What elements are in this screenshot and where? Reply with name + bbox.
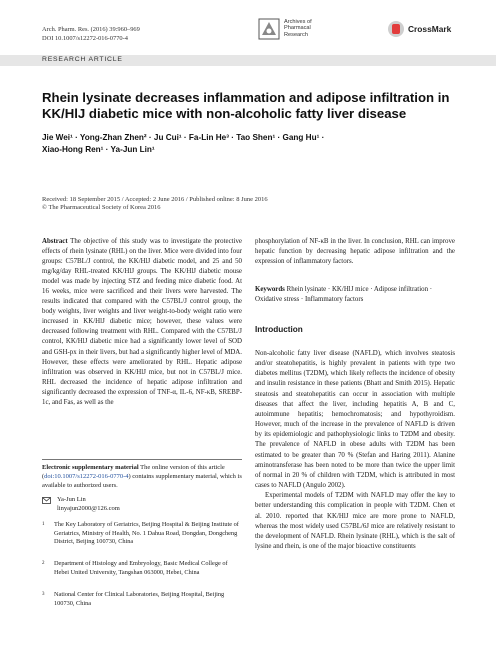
intro-paragraph-2: Experimental models of T2DM with NAFLD may offer the key to better understanding this complication in people with T2DM. Chen et al. 2010. reported that KK/HlJ mice are more prone to NAFLD, whereas the most widely used C57BL/6J mice are relatively resistant to the development of NAFLD. Rhein lysinate (RHL), which is the salt of lysine and rhein, is one of the major bioactive constituents: [255, 492, 455, 550]
affiliation-number: 1: [42, 522, 45, 527]
affiliation-text: The Key Laboratory of Geriatrics, Beijing Hospital & Beijing Institute of Geriatrics, Ministry of Health, No. 1 Dahua Road, Dongdan, Dongcheng District, Beijing 100730, China: [54, 521, 239, 546]
contact-email[interactable]: linyajun2000@126.com: [57, 504, 120, 512]
affiliation-2: [42, 560, 242, 577]
keywords-text: Rhein lysinate · KK/HlJ mice · Adipose infiltration · Oxidative stress · Inflammatory factors: [255, 286, 433, 303]
abstract-text: The objective of this study was to investigate the protective effects of rhein lysinate (RHL) on the liver. Mice were divided into four groups: C57BL/J control, the KK/HlJ diabetic model, and 25 and 50 mg/kg/day RHL-treated KK/HlJ groups. The KK/HlJ diabetic mouse model was made by injecting STZ and feeding mice diabetic food. At 16 weeks, mice were sacrificed and their livers were harvested. The results indicated that compared with the C57BL/J control group, the body weights, liver weights and liver weight-to-body weight ratio were increased in KK/HlJ diabetic mice; however, these values were decreased following treatment with RHL. Compared with the C57BL/J control, KK/HlJ diabetic mice had a significantly lower level of SOD and GSH-px in their livers, but had a significantly higher level of MDA. However, these effects were ameliorated by RHL. Hepatic adipose infiltration was observed in KK/HlJ mice, but not in C57BL/J mice. RHL decreased the incidence of hepatic adipose infiltration and significantly decreased the expression of TNF-α, IL-6, NF-κB, SREBP-1c, and Fas, as well as the: [42, 238, 242, 406]
crossmark-label: CrossMark: [408, 24, 452, 34]
affiliation-1: [42, 521, 242, 547]
publication-dates: [42, 196, 462, 212]
affiliation-number: 2: [42, 561, 45, 566]
affiliation-text: National Center for Clinical Laboratories, Beijing Hospital, Beijing 100730, China: [54, 591, 225, 607]
authors-line-1: Jie Wei¹ · Yong-Zhan Zhen² · Ju Cui¹ · Fa-Lin He³ · Tao Shen¹ · Gang Hu¹ ·: [42, 133, 325, 142]
abstract-continued: phosphorylation of NF-κB in the liver. In conclusion, RHL can improve hepatic function by decreasing hepatic adipose infiltration and the expression of inflammatory factors.: [255, 238, 455, 266]
author-list: [42, 132, 462, 156]
intro-paragraph-1: Non-alcoholic fatty liver disease (NAFLD), which involves steatosis and/or steatohepatitis, is highly prevalent in patients with type two diabetes mellitus (T2DM), which likely reflects the incidence of obesity and insulin resistance in these patients (Bhatt and Smith 2015). Hepatic steatosis and steatohepatitis can occur in association with multiple diseases that affect the liver, including hepatitis A, B and C, autoimmune hepatitis; hemochromatosis; and hypothyroidism. However, much of the increase in the prevalence of NAFLD is driven by its epidemiologic and pathophysiologic links to T2DM and obesity. The prevalence of NAFLD in obese adults with T2DM has been estimated to be greater than 70 % (Stefan and Haring 2011). Alanine aminotransferase has been noted to be more than twice the upper limit of normal in 20 % of children with T2DM, which is attributed in most cases to NAFLD (Angulo 2002).: [255, 350, 455, 490]
archives-logo-icon: [258, 18, 280, 40]
crossmark-icon: [388, 21, 404, 37]
esm-text-a: The online version of this article (: [42, 464, 225, 480]
affiliation-number: 3: [42, 592, 45, 597]
keywords-label: Keywords: [255, 286, 285, 293]
contact-name: Ya-Jun Lin: [57, 496, 86, 503]
crossmark-badge[interactable]: [388, 20, 458, 38]
envelope-icon: [42, 497, 51, 504]
esm-text-b: ) contains supplementary material, which is available to authorized users.: [42, 472, 242, 489]
affiliation-3: [42, 591, 242, 608]
received-dates: Received: 18 September 2015 / Accepted: 2 June 2016 / Published online: 8 June 2016: [42, 196, 268, 203]
article-title: Rhein lysinate decreases inflammation and adipose infiltration in KK/HlJ diabetic mice with non-alcoholic fatty liver disease: [42, 90, 450, 121]
journal-logo-text: Archives of Pharmacal Research: [284, 19, 312, 38]
esm-doi-link[interactable]: doi:10.1007/s12272-016-0770-4: [44, 472, 129, 480]
journal-citation: Arch. Pharm. Res. (2016) 39:960–969: [42, 26, 140, 33]
esm-label: Electronic supplementary material: [42, 464, 139, 471]
keywords: [255, 285, 455, 305]
doi-line: DOI 10.1007/s12272-016-0770-4: [42, 34, 128, 42]
abstract-label: Abstract: [42, 238, 68, 245]
journal-logo: [258, 14, 375, 43]
article-type: RESEARCH ARTICLE: [42, 56, 123, 63]
abstract: [42, 237, 242, 408]
copyright: © The Pharmaceutical Society of Korea 2016: [42, 204, 161, 212]
supplementary-note: [42, 464, 242, 490]
corresponding-author: [42, 496, 242, 514]
journal-header: [42, 26, 140, 43]
authors-line-2: Xiao-Hong Ren¹ · Ya-Jun Lin¹: [42, 145, 155, 154]
section-heading-introduction: Introduction: [255, 325, 303, 334]
affiliation-text: Department of Histology and Embryology, Basic Medical College of Hebei United University, Tangshan 063000, Hebei, China: [54, 560, 228, 576]
introduction-body: [255, 349, 455, 552]
footnote-divider: [42, 459, 242, 460]
